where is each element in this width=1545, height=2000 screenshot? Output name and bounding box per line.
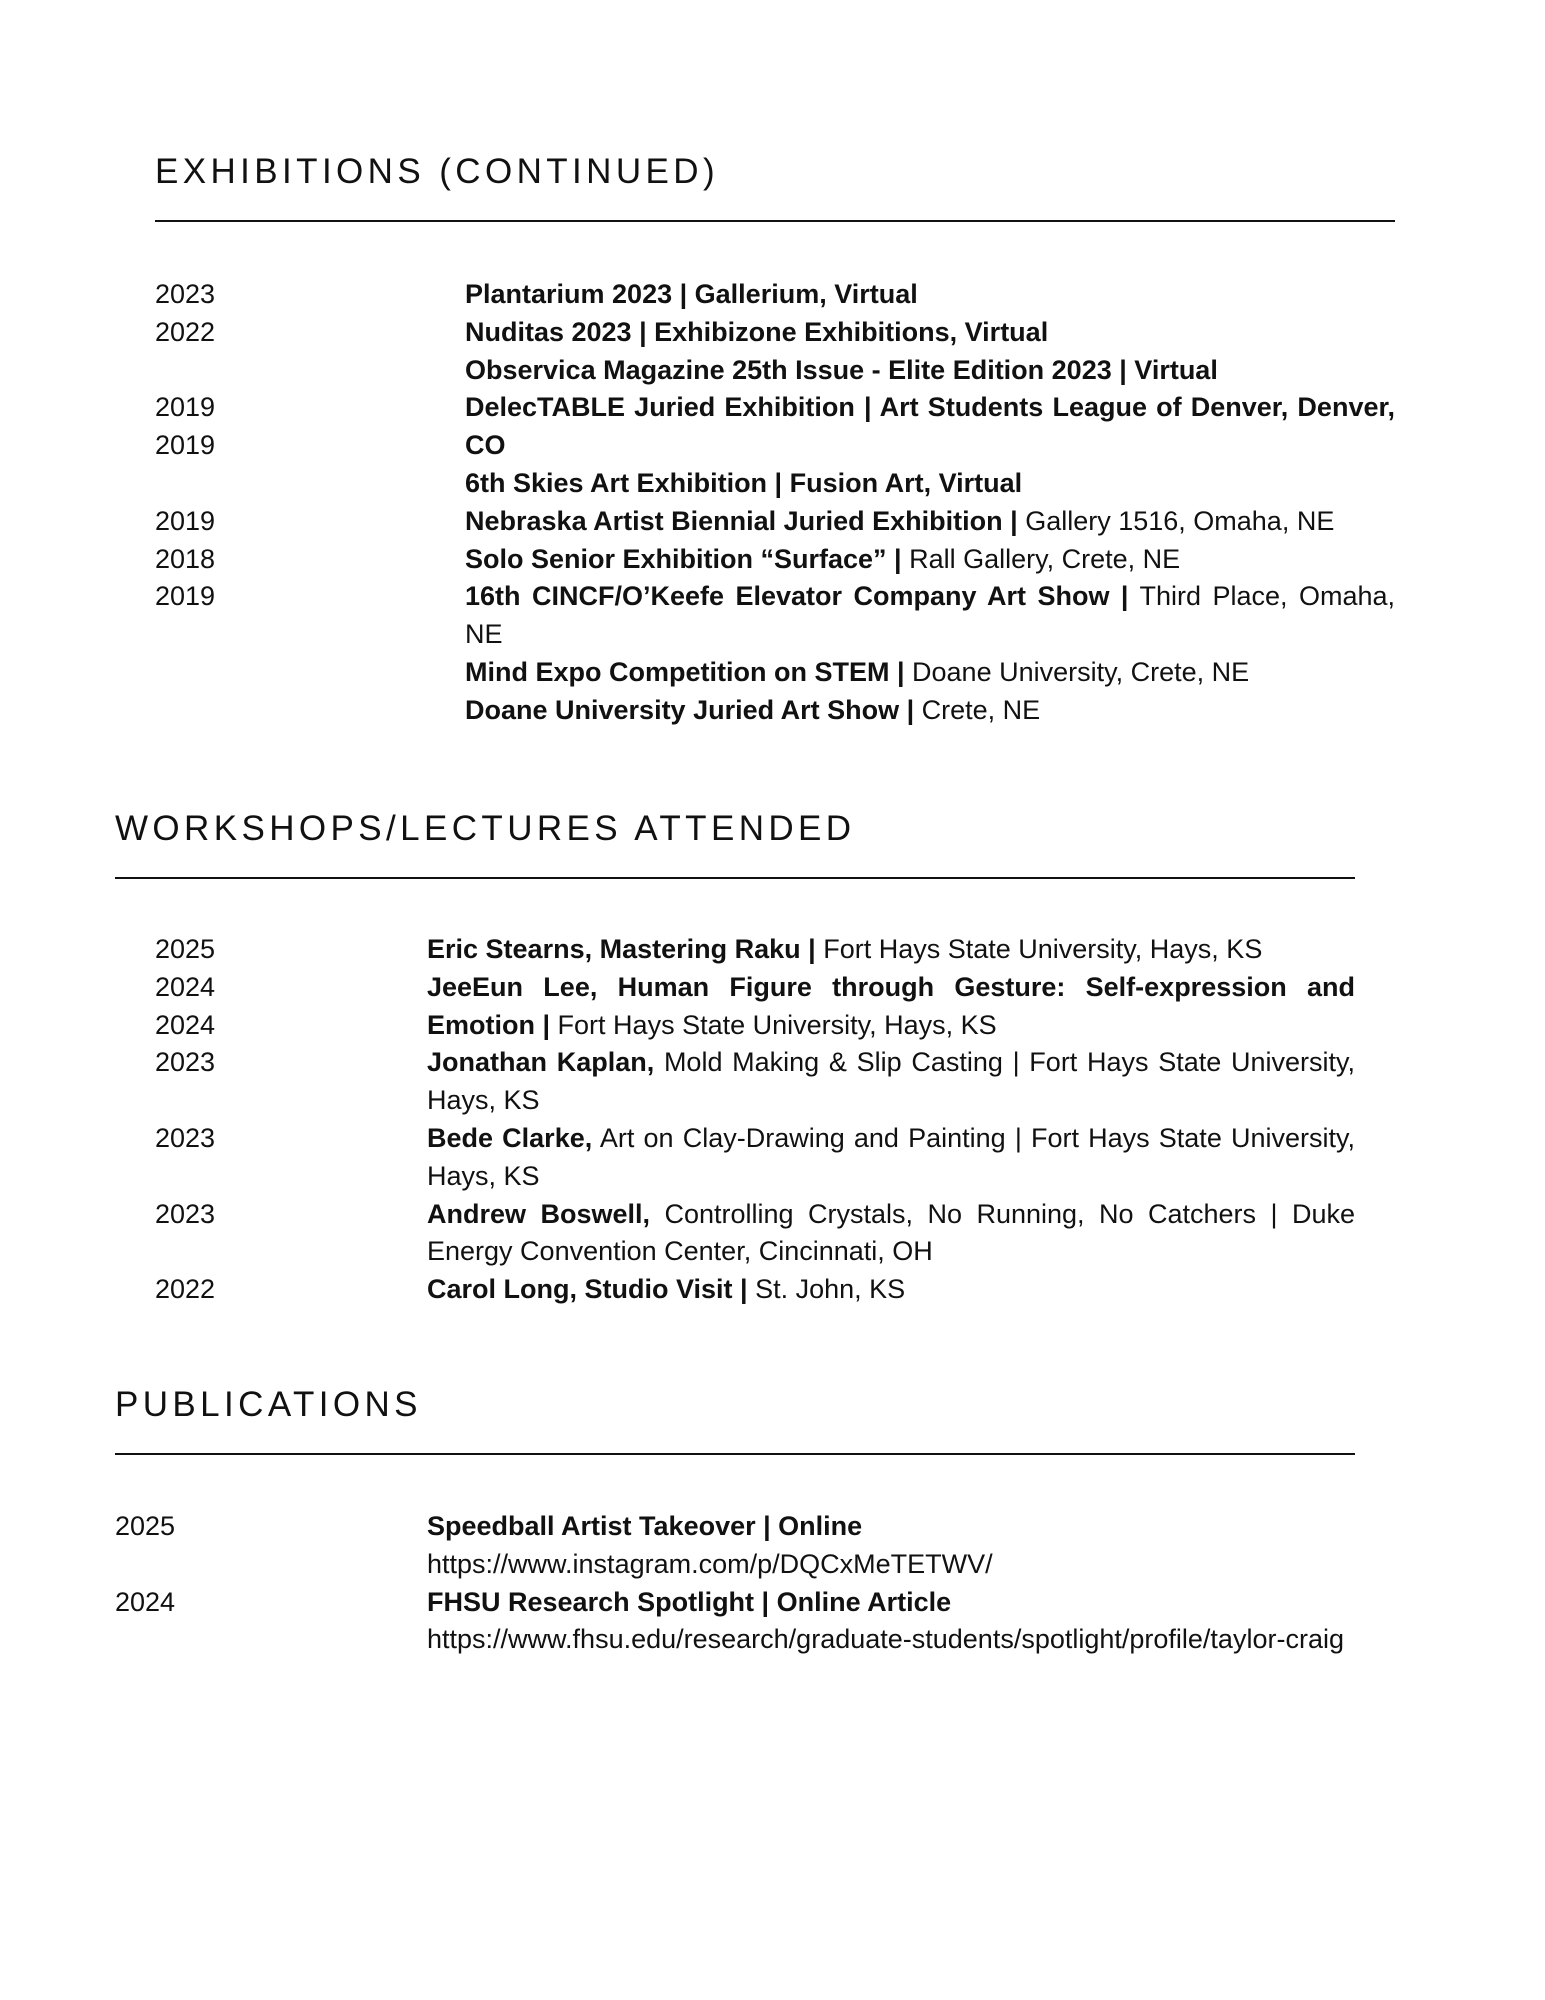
year (155, 1158, 215, 1196)
publications-divider (115, 1453, 1355, 1455)
publications-years (115, 1508, 175, 1621)
workshops-heading: WORKSHOPS/LECTURES ATTENDED (115, 809, 856, 848)
publication-link[interactable]: https://www.instagram.com/p/DQCxMeTETWV/ (427, 1548, 993, 1579)
year: 2019 (155, 430, 216, 461)
list-item: Doane University Juried Art Show | Crete, NE (465, 694, 1041, 725)
year (155, 1082, 215, 1120)
year: 2024 (115, 1586, 176, 1617)
list-item: DelecTABLE Juried Exhibition | Art Students League of Denver, Denver, CO (465, 392, 1395, 461)
year: 2019 (155, 392, 216, 423)
year: 2025 (115, 1511, 176, 1541)
year: 2024 (155, 1009, 216, 1040)
year: 2019 (155, 581, 216, 612)
list-item: Nuditas 2023 | Exhibizone Exhibitions, Virtual (465, 316, 1049, 347)
year (155, 465, 215, 503)
year: 2019 (155, 505, 216, 536)
list-item: Mind Expo Competition on STEM | Doane University, Crete, NE (465, 656, 1250, 687)
list-item: 6th Skies Art Exhibition | Fusion Art, Virtual (465, 467, 1023, 498)
year (155, 352, 215, 390)
list-item: Observica Magazine 25th Issue - Elite Edition 2023 | Virtual (465, 354, 1218, 385)
workshops-divider (115, 877, 1355, 879)
year: 2022 (155, 1274, 216, 1305)
year (155, 1233, 215, 1271)
year: 2022 (155, 316, 216, 347)
exhibitions-years (155, 276, 215, 616)
list-item: JeeEun Lee, Human Figure through Gesture: Self-expression and Emotion | Fort Hays State University, Hays, KS (427, 971, 1355, 1040)
list-item: Solo Senior Exhibition “Surface” | Rall Gallery, Crete, NE (465, 543, 1181, 574)
list-item: Eric Stearns, Mastering Raku | Fort Hays State University, Hays, KS (427, 934, 1263, 964)
year: 2023 (155, 1198, 216, 1229)
workshops-years (155, 931, 215, 1309)
publications-entries (427, 1508, 1344, 1659)
list-item: Plantarium 2023 | Gallerium, Virtual (465, 279, 918, 309)
workshops-entries (427, 931, 1355, 1309)
list-item: Carol Long, Studio Visit | St. John, KS (427, 1274, 906, 1305)
publication-link[interactable]: https://www.fhsu.edu/research/graduate-students/spotlight/profile/taylor-craig (427, 1624, 1344, 1655)
publications-heading: PUBLICATIONS (115, 1385, 422, 1424)
exhibitions-heading: EXHIBITIONS (CONTINUED) (155, 152, 719, 191)
year: 2025 (155, 934, 216, 964)
year: 2023 (155, 1122, 216, 1153)
list-item: Andrew Boswell, Controlling Crystals, No Running, No Catchers | Duke Energy Convention Center, Cincinnati, OH (427, 1198, 1356, 1267)
list-item: Bede Clarke, Art on Clay-Drawing and Painting | Fort Hays State University, Hays, KS (427, 1122, 1355, 1191)
list-item: 16th CINCF/O’Keefe Elevator Company Art Show | Third Place, Omaha, NE (465, 581, 1396, 650)
exhibitions-entries (465, 276, 1395, 730)
exhibitions-divider (155, 220, 1395, 222)
year: 2024 (155, 971, 216, 1002)
list-item: Jonathan Kaplan, Mold Making & Slip Casting | Fort Hays State University, Hays, KS (427, 1047, 1355, 1116)
list-item: Speedball Artist Takeover | Online (427, 1511, 863, 1541)
year (115, 1546, 175, 1584)
year: 2023 (155, 1047, 216, 1078)
list-item: FHSU Research Spotlight | Online Article (427, 1586, 952, 1617)
year: 2018 (155, 543, 216, 574)
year: 2023 (155, 279, 216, 309)
list-item: Nebraska Artist Biennial Juried Exhibition | Gallery 1516, Omaha, NE (465, 505, 1335, 536)
